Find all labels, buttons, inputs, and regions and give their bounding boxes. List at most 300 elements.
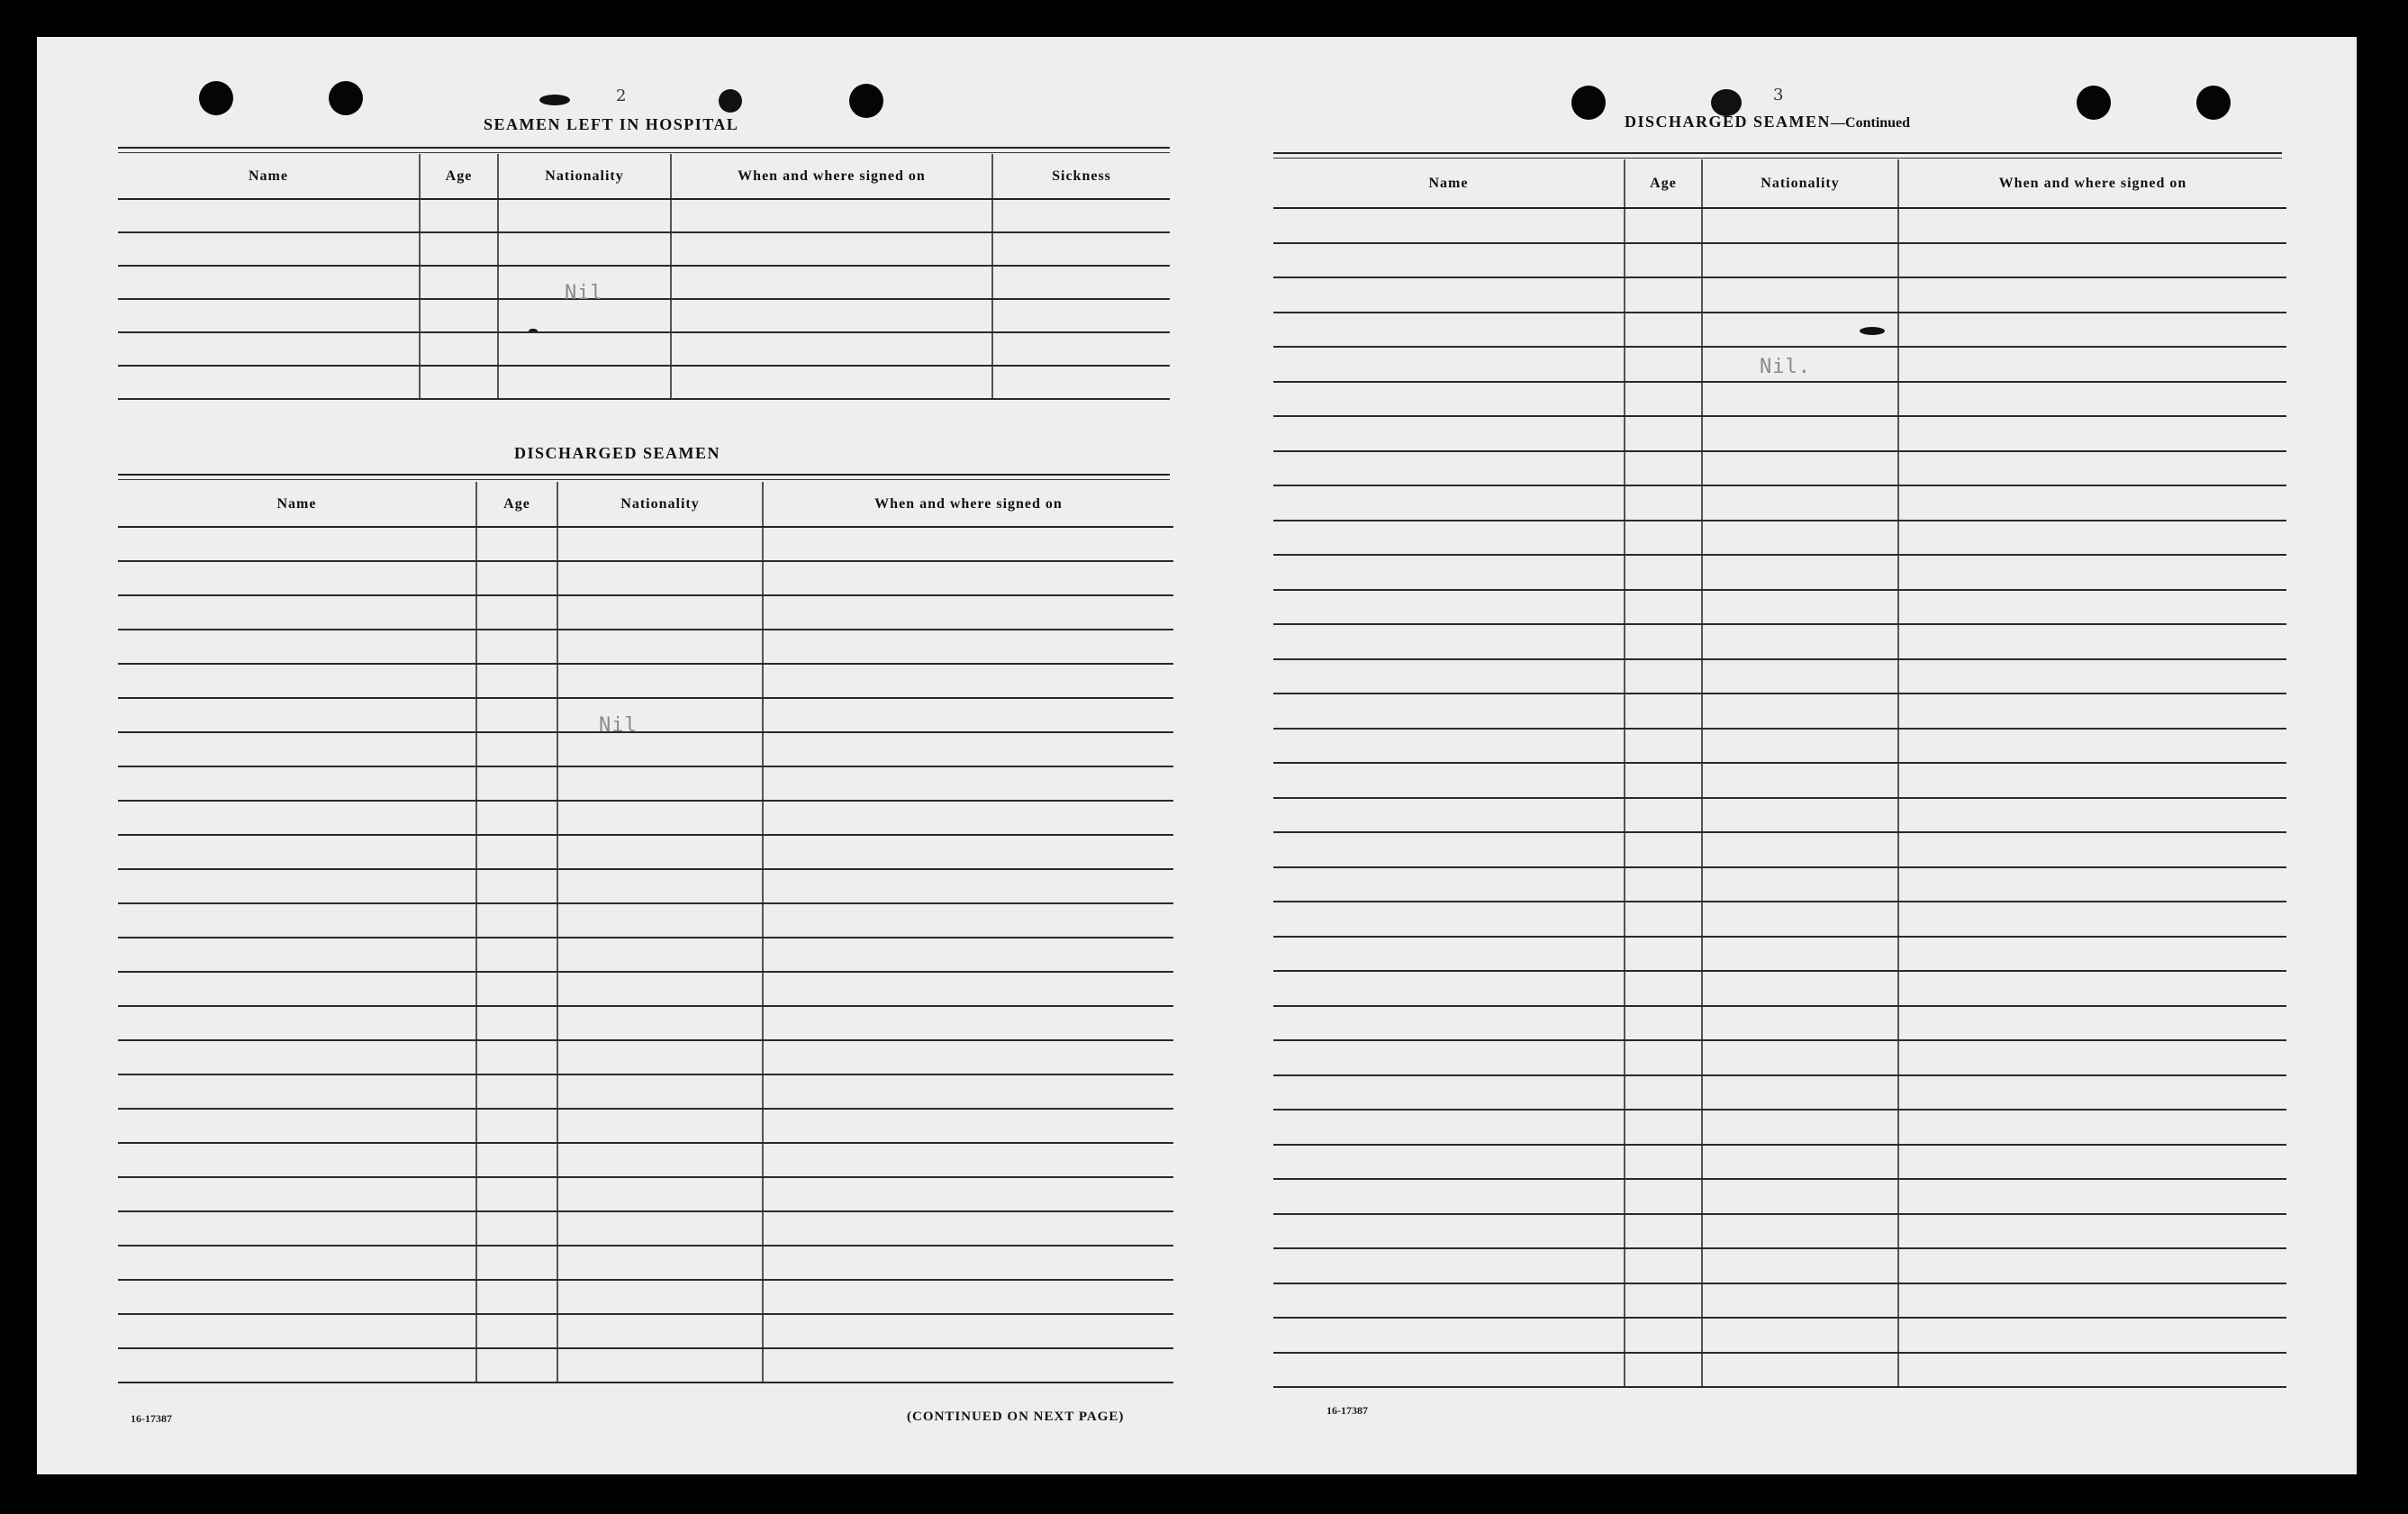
col-header-age: Age xyxy=(420,154,498,199)
table-cell xyxy=(476,1348,557,1383)
col-header-nationality: Nationality xyxy=(1702,159,1898,208)
table-cell xyxy=(1625,1006,1702,1041)
table-cell xyxy=(557,1143,763,1177)
table-cell xyxy=(1898,763,2286,798)
table-cell xyxy=(476,869,557,903)
table-cell xyxy=(1273,1248,1625,1283)
table-cell xyxy=(118,232,420,266)
table-cell xyxy=(1625,1110,1702,1145)
table-cell xyxy=(1898,694,2286,729)
table-cell xyxy=(992,199,1170,232)
table-cell xyxy=(763,766,1173,801)
table-cell xyxy=(118,527,476,561)
table-row xyxy=(1273,867,2286,902)
table-cell xyxy=(992,299,1170,332)
table-row xyxy=(118,232,1170,266)
table-cell xyxy=(1898,867,2286,902)
table-row xyxy=(1273,729,2286,764)
table-row xyxy=(118,972,1173,1006)
table-cell xyxy=(1702,208,1898,243)
table-cell xyxy=(1273,867,1625,902)
table-cell xyxy=(763,869,1173,903)
table-cell xyxy=(1625,1214,1702,1249)
table-cell xyxy=(1625,313,1702,348)
table-row xyxy=(118,664,1173,698)
table-cell xyxy=(118,366,420,399)
table-cell xyxy=(476,664,557,698)
table-cell xyxy=(763,595,1173,630)
table-cell xyxy=(1898,208,2286,243)
discharged-continued-nil-entry: Nil. xyxy=(1760,356,1811,378)
table-cell xyxy=(1625,590,1702,625)
table-cell xyxy=(1898,1318,2286,1353)
table-row xyxy=(118,1109,1173,1143)
table-cell xyxy=(118,630,476,664)
table-cell xyxy=(118,1143,476,1177)
table-cell xyxy=(1702,1040,1898,1075)
table-row xyxy=(1273,659,2286,694)
hospital-nil-entry: Nil xyxy=(565,282,603,304)
table-row xyxy=(1273,694,2286,729)
table-row xyxy=(118,1040,1173,1074)
table-cell xyxy=(1273,208,1625,243)
table-cell xyxy=(1625,416,1702,451)
table-row xyxy=(1273,624,2286,659)
table-cell xyxy=(118,1006,476,1040)
table-cell xyxy=(1625,1075,1702,1111)
table-cell xyxy=(420,366,498,399)
table-cell xyxy=(1702,1353,1898,1388)
table-cell xyxy=(1898,590,2286,625)
table-cell xyxy=(118,903,476,938)
table-row xyxy=(1273,798,2286,833)
table-cell xyxy=(1702,590,1898,625)
table-cell xyxy=(498,232,671,266)
table-row xyxy=(1273,1353,2286,1388)
table-cell xyxy=(1273,729,1625,764)
table-cell xyxy=(763,835,1173,869)
table-cell xyxy=(763,1314,1173,1348)
table-row xyxy=(118,835,1173,869)
table-cell xyxy=(476,1246,557,1280)
table-cell xyxy=(1273,937,1625,972)
table-cell xyxy=(1625,208,1702,243)
left-page xyxy=(37,37,1197,1474)
table-cell xyxy=(1702,485,1898,521)
table-cell xyxy=(1898,555,2286,590)
table-cell xyxy=(118,732,476,766)
table-row xyxy=(118,630,1173,664)
table-cell xyxy=(476,766,557,801)
table-row xyxy=(1273,763,2286,798)
col-header-nationality: Nationality xyxy=(557,482,763,527)
table-cell xyxy=(763,561,1173,595)
table-cell xyxy=(1625,1283,1702,1319)
table-cell xyxy=(763,1280,1173,1314)
table-cell xyxy=(476,1074,557,1109)
table-cell xyxy=(557,1109,763,1143)
table-cell xyxy=(557,1348,763,1383)
table-cell xyxy=(476,938,557,972)
discharged-continued-rows xyxy=(1273,208,2286,1387)
table-cell xyxy=(1898,971,2286,1006)
table-cell xyxy=(1702,243,1898,278)
title-suffix: —Continued xyxy=(1831,115,1911,131)
table-cell xyxy=(1273,763,1625,798)
table-cell xyxy=(1898,485,2286,521)
table-cell xyxy=(1273,659,1625,694)
table-row xyxy=(118,1211,1173,1246)
table-cell xyxy=(1702,1006,1898,1041)
table-cell xyxy=(1702,1248,1898,1283)
table-cell xyxy=(1898,1248,2286,1283)
table-cell xyxy=(118,299,420,332)
table-cell xyxy=(1898,798,2286,833)
table-row xyxy=(1273,243,2286,278)
table-cell xyxy=(118,835,476,869)
col-header-sickness: Sickness xyxy=(992,154,1170,199)
table-cell xyxy=(118,1074,476,1109)
table-cell xyxy=(1702,277,1898,313)
table-cell xyxy=(1702,971,1898,1006)
table-cell xyxy=(118,869,476,903)
table-cell xyxy=(1625,1145,1702,1180)
table-cell xyxy=(557,766,763,801)
table-cell xyxy=(1273,485,1625,521)
hospital-rows xyxy=(118,199,1170,399)
table-row xyxy=(118,1177,1173,1211)
table-cell xyxy=(1702,902,1898,937)
table-cell xyxy=(1625,347,1702,382)
table-row xyxy=(118,1314,1173,1348)
table-cell xyxy=(763,1074,1173,1109)
table-cell xyxy=(1898,1075,2286,1111)
table-cell xyxy=(1898,624,2286,659)
discharged-continued-title xyxy=(1625,113,1910,131)
table-cell xyxy=(118,801,476,835)
table-cell xyxy=(557,561,763,595)
table-row xyxy=(118,698,1173,732)
table-cell xyxy=(1702,555,1898,590)
section-rule xyxy=(118,147,1170,153)
table-cell xyxy=(118,1109,476,1143)
table-cell xyxy=(498,199,671,232)
table-cell xyxy=(498,366,671,399)
table-cell xyxy=(1625,451,1702,486)
table-cell xyxy=(476,1177,557,1211)
section-rule xyxy=(118,474,1170,480)
table-row xyxy=(1273,832,2286,867)
table-cell xyxy=(1273,1283,1625,1319)
table-cell xyxy=(1898,1179,2286,1214)
table-cell xyxy=(1273,1179,1625,1214)
table-cell xyxy=(118,664,476,698)
col-header-nationality: Nationality xyxy=(498,154,671,199)
table-cell xyxy=(557,732,763,766)
col-header-name: Name xyxy=(1273,159,1625,208)
col-header-name: Name xyxy=(118,482,476,527)
table-cell xyxy=(1898,313,2286,348)
table-cell xyxy=(1702,729,1898,764)
table-row xyxy=(118,1348,1173,1383)
table-row xyxy=(118,299,1170,332)
table-cell xyxy=(1273,382,1625,417)
table-cell xyxy=(118,1280,476,1314)
table-cell xyxy=(1273,902,1625,937)
table-cell xyxy=(1898,243,2286,278)
table-row xyxy=(118,366,1170,399)
table-cell xyxy=(557,1314,763,1348)
table-cell xyxy=(992,232,1170,266)
table-cell xyxy=(118,1246,476,1280)
table-cell xyxy=(420,332,498,366)
table-cell xyxy=(1898,382,2286,417)
table-cell xyxy=(557,527,763,561)
table-cell xyxy=(763,1246,1173,1280)
table-cell xyxy=(476,630,557,664)
discharged-nil-entry: Nil xyxy=(599,714,638,737)
table-cell xyxy=(1625,382,1702,417)
table-cell xyxy=(1898,521,2286,556)
table-cell xyxy=(557,1040,763,1074)
table-cell xyxy=(1273,1006,1625,1041)
table-cell xyxy=(1625,763,1702,798)
table-cell xyxy=(1273,521,1625,556)
table-cell xyxy=(557,903,763,938)
discharged-rows xyxy=(118,527,1173,1383)
table-row xyxy=(118,766,1173,801)
table-cell xyxy=(118,332,420,366)
table-cell xyxy=(1273,277,1625,313)
table-row xyxy=(118,527,1173,561)
table-cell xyxy=(476,1040,557,1074)
table-cell xyxy=(1702,382,1898,417)
table-cell xyxy=(118,266,420,299)
table-cell xyxy=(1273,1145,1625,1180)
table-cell xyxy=(557,698,763,732)
page-number: 2 xyxy=(616,86,627,105)
table-cell xyxy=(1702,832,1898,867)
table-cell xyxy=(1625,277,1702,313)
table-cell xyxy=(1625,867,1702,902)
table-cell xyxy=(118,561,476,595)
table-cell xyxy=(118,766,476,801)
table-row xyxy=(1273,521,2286,556)
table-cell xyxy=(763,630,1173,664)
table-cell xyxy=(1273,451,1625,486)
hospital-section-title: SEAMEN LEFT IN HOSPITAL xyxy=(484,115,739,133)
table-row xyxy=(118,266,1170,299)
form-code: 16-17387 xyxy=(1326,1404,1368,1417)
table-row xyxy=(1273,416,2286,451)
table-cell xyxy=(1898,1006,2286,1041)
table-cell xyxy=(1898,1145,2286,1180)
table-cell xyxy=(992,366,1170,399)
table-row xyxy=(1273,1145,2286,1180)
table-row xyxy=(118,561,1173,595)
table-cell xyxy=(763,1006,1173,1040)
table-cell xyxy=(557,972,763,1006)
table-row xyxy=(1273,590,2286,625)
table-row xyxy=(118,732,1173,766)
table-cell xyxy=(1625,729,1702,764)
table-cell xyxy=(763,1348,1173,1383)
table-cell xyxy=(1625,1248,1702,1283)
table-row xyxy=(1273,277,2286,313)
table-cell xyxy=(1273,624,1625,659)
table-cell xyxy=(476,1109,557,1143)
table-row xyxy=(1273,555,2286,590)
table-row xyxy=(118,869,1173,903)
table-cell xyxy=(557,938,763,972)
col-header-age: Age xyxy=(476,482,557,527)
table-cell xyxy=(476,1211,557,1246)
table-row xyxy=(1273,1318,2286,1353)
table-cell xyxy=(476,835,557,869)
table-cell xyxy=(1898,416,2286,451)
table-cell xyxy=(1898,1110,2286,1145)
right-page xyxy=(1197,37,2357,1474)
table-cell xyxy=(1702,624,1898,659)
table-cell xyxy=(118,972,476,1006)
table-row xyxy=(1273,313,2286,348)
table-cell xyxy=(1625,243,1702,278)
table-cell xyxy=(1702,1110,1898,1145)
discharged-section-title: DISCHARGED SEAMEN xyxy=(514,444,721,462)
table-cell xyxy=(557,1177,763,1211)
table-cell xyxy=(1273,1214,1625,1249)
discharged-table xyxy=(118,482,1173,1383)
document-sheet xyxy=(37,37,2357,1474)
table-row xyxy=(1273,208,2286,243)
table-cell xyxy=(420,266,498,299)
table-cell xyxy=(1898,347,2286,382)
table-cell xyxy=(1625,624,1702,659)
table-cell xyxy=(118,1314,476,1348)
table-cell xyxy=(1625,832,1702,867)
table-cell xyxy=(476,1280,557,1314)
table-cell xyxy=(118,698,476,732)
table-cell xyxy=(1702,1318,1898,1353)
table-cell xyxy=(763,732,1173,766)
table-cell xyxy=(476,1143,557,1177)
table-cell xyxy=(118,1177,476,1211)
title-main: DISCHARGED SEAMEN xyxy=(1625,113,1832,131)
continued-note: (CONTINUED ON NEXT PAGE) xyxy=(907,1410,1125,1424)
table-cell xyxy=(1702,867,1898,902)
table-cell xyxy=(1625,1353,1702,1388)
table-cell xyxy=(476,732,557,766)
discharged-continued-table xyxy=(1273,159,2286,1388)
col-header-name: Name xyxy=(118,154,420,199)
table-cell xyxy=(557,1074,763,1109)
table-cell xyxy=(1702,763,1898,798)
table-row xyxy=(1273,902,2286,937)
table-cell xyxy=(1273,313,1625,348)
table-row xyxy=(1273,1214,2286,1249)
table-cell xyxy=(1702,521,1898,556)
table-cell xyxy=(118,595,476,630)
table-cell xyxy=(557,1280,763,1314)
table-cell xyxy=(420,299,498,332)
table-cell xyxy=(763,1109,1173,1143)
table-row xyxy=(1273,382,2286,417)
table-cell xyxy=(992,266,1170,299)
table-row xyxy=(1273,1248,2286,1283)
table-cell xyxy=(763,1143,1173,1177)
table-cell xyxy=(1898,832,2286,867)
table-cell xyxy=(557,1006,763,1040)
table-cell xyxy=(671,299,992,332)
table-cell xyxy=(118,1040,476,1074)
table-cell xyxy=(1273,347,1625,382)
table-row xyxy=(1273,451,2286,486)
table-cell xyxy=(118,938,476,972)
hospital-table xyxy=(118,154,1170,400)
col-header-signed-on: When and where signed on xyxy=(1898,159,2286,208)
table-cell xyxy=(557,835,763,869)
table-cell xyxy=(1898,277,2286,313)
table-cell xyxy=(1273,1110,1625,1145)
table-cell xyxy=(557,1211,763,1246)
table-cell xyxy=(476,561,557,595)
table-cell xyxy=(1273,798,1625,833)
table-cell xyxy=(671,366,992,399)
table-cell xyxy=(763,1040,1173,1074)
table-cell xyxy=(763,938,1173,972)
table-cell xyxy=(763,1177,1173,1211)
table-cell xyxy=(1702,1145,1898,1180)
table-cell xyxy=(1898,1040,2286,1075)
table-cell xyxy=(1702,798,1898,833)
table-cell xyxy=(1898,451,2286,486)
table-cell xyxy=(1625,798,1702,833)
table-row xyxy=(118,1280,1173,1314)
table-cell xyxy=(1702,1075,1898,1111)
table-cell xyxy=(1625,1040,1702,1075)
table-row xyxy=(1273,1110,2286,1145)
table-cell xyxy=(1273,694,1625,729)
table-cell xyxy=(1898,729,2286,764)
table-cell xyxy=(1273,1353,1625,1388)
table-cell xyxy=(1702,1283,1898,1319)
table-cell xyxy=(1625,1179,1702,1214)
table-cell xyxy=(1702,1179,1898,1214)
table-cell xyxy=(1273,590,1625,625)
form-code: 16-17387 xyxy=(131,1412,172,1425)
table-row xyxy=(1273,1283,2286,1319)
table-cell xyxy=(1702,416,1898,451)
table-row xyxy=(1273,937,2286,972)
table-row xyxy=(118,938,1173,972)
table-row xyxy=(1273,971,2286,1006)
table-row xyxy=(1273,1040,2286,1075)
table-cell xyxy=(476,527,557,561)
table-cell xyxy=(763,527,1173,561)
table-cell xyxy=(763,664,1173,698)
section-rule xyxy=(1273,152,2282,159)
table-cell xyxy=(1702,694,1898,729)
table-cell xyxy=(557,595,763,630)
table-cell xyxy=(671,199,992,232)
table-row xyxy=(118,199,1170,232)
table-cell xyxy=(1898,1283,2286,1319)
table-cell xyxy=(1625,902,1702,937)
table-row xyxy=(1273,1179,2286,1214)
table-cell xyxy=(476,1314,557,1348)
table-row xyxy=(118,595,1173,630)
table-cell xyxy=(1273,243,1625,278)
